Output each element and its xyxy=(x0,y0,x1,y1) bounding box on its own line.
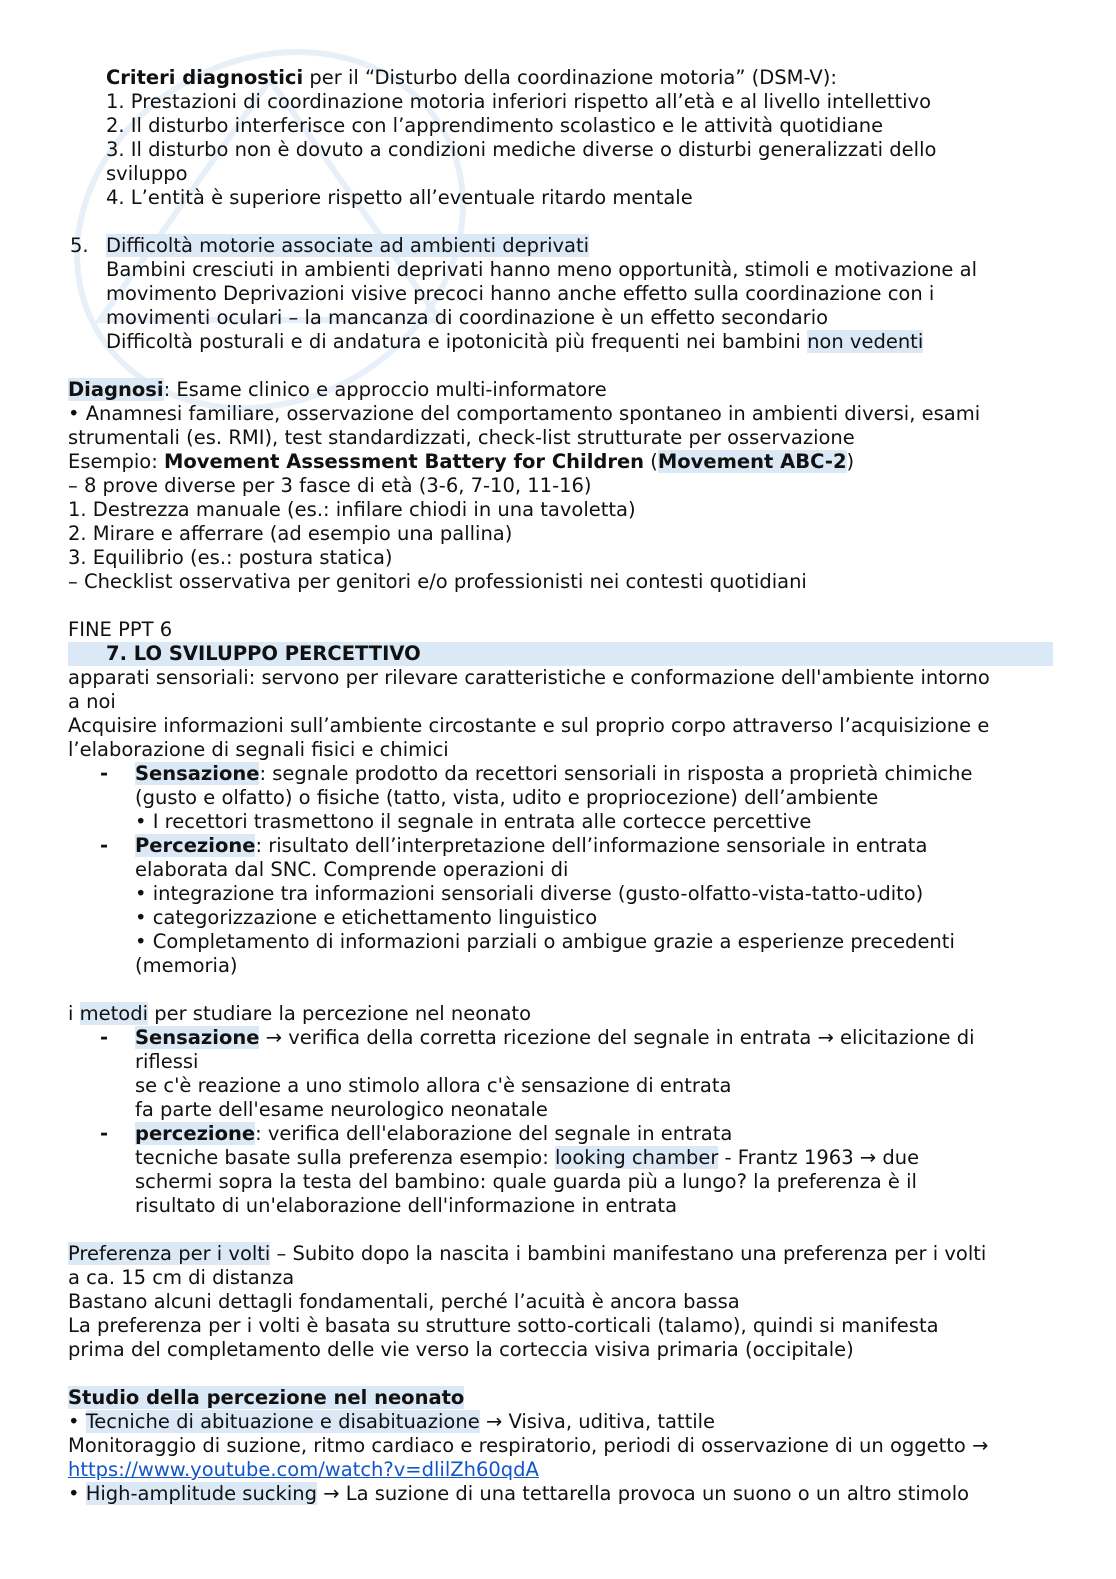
metodi-heading: i metodi per studiare la percezione nel neonato xyxy=(68,1002,532,1025)
sensazione-item: - Sensazione: segnale prodotto da recettori sensoriali in risposta a proprietà chimiche xyxy=(100,762,973,785)
document-page xyxy=(68,66,1053,1506)
percezione-line: • categorizzazione e etichettamento linguistico xyxy=(135,906,598,929)
criteri-item: sviluppo xyxy=(106,162,188,185)
section7-line: a noi xyxy=(68,690,116,713)
percezione-line: • Completamento di informazioni parziali o ambigue grazie a esperienze precedenti xyxy=(135,930,955,953)
metodi-line: riflessi xyxy=(135,1050,199,1073)
metodi-line: fa parte dell'esame neurologico neonatale xyxy=(135,1098,548,1121)
percezione-line: elaborata dal SNC. Comprende operazioni di xyxy=(135,858,569,881)
sensazione-line: • I recettori trasmettono il segnale in entrata alle cortecce percettive xyxy=(135,810,812,833)
point5-line: Bambini cresciuti in ambienti deprivati hanno meno opportunità, stimoli e motivazione al xyxy=(106,258,977,281)
percezione-item: - Percezione: risultato dell’interpretazione dell’informazione sensoriale in entrata xyxy=(100,834,928,857)
diagnosi-line: 2. Mirare e afferrare (ad esempio una pallina) xyxy=(68,522,513,545)
diagnosi-line: • Anamnesi familiare, osservazione del comportamento spontaneo in ambienti diversi, esami xyxy=(68,402,981,425)
metodi-line: tecniche basate sulla preferenza esempio: looking chamber - Frantz 1963 → due xyxy=(135,1146,920,1169)
point5-line: movimenti oculari – la mancanza di coordinazione è un effetto secondario xyxy=(106,306,829,329)
metodi-percezione: - percezione: verifica dell'elaborazione del segnale in entrata xyxy=(100,1122,733,1145)
metodi-sensazione: - Sensazione → verifica della corretta ricezione del segnale in entrata → elicitazione di xyxy=(100,1026,975,1049)
metodi-line: se c'è reazione a uno stimolo allora c'è sensazione di entrata xyxy=(135,1074,732,1097)
diagnosi-line: strumentali (es. RMI), test standardizzati, check-list strutturate per osservazione xyxy=(68,426,855,449)
metodi-line: schermi sopra la testa del bambino: quale guarda più a lungo? la preferenza è il xyxy=(135,1170,917,1193)
section7-line: Acquisire informazioni sull’ambiente circostante e sul proprio corpo attraverso l’acquisizione e xyxy=(68,714,990,737)
studio-line: • High-amplitude sucking → La suzione di una tettarella provoca un suono o un altro stimolo xyxy=(68,1482,970,1505)
criteri-item: 2. Il disturbo interferisce con l’apprendimento scolastico e le attività quotidiane xyxy=(106,114,884,137)
volti-line: La preferenza per i volti è basata su strutture sotto-corticali (talamo), quindi si manifesta xyxy=(68,1314,939,1337)
criteri-item: 1. Prestazioni di coordinazione motoria inferiori rispetto all’età e al livello intellettivo xyxy=(106,90,932,113)
percezione-line: • integrazione tra informazioni sensoriali diverse (gusto-olfatto-vista-tatto-udito) xyxy=(135,882,924,905)
diagnosi-heading: Diagnosi: Esame clinico e approccio multi-informatore xyxy=(68,378,607,401)
diagnosi-line: – 8 prove diverse per 3 fasce di età (3-6, 7-10, 11-16) xyxy=(68,474,592,497)
section7-line: apparati sensoriali: servono per rilevare caratteristiche e conformazione dell'ambiente intorno xyxy=(68,666,990,689)
studio-line: Monitoraggio di suzione, ritmo cardiaco e respiratorio, periodi di osservazione di un oggetto → xyxy=(68,1434,989,1457)
diagnosi-line: 1. Destrezza manuale (es.: infilare chiodi in una tavoletta) xyxy=(68,498,636,521)
studio-line: • Tecniche di abituazione e disabituazione → Visiva, uditiva, tattile xyxy=(68,1410,716,1433)
fine-ppt: FINE PPT 6 xyxy=(68,618,173,641)
section7-line: l’elaborazione di segnali fisici e chimici xyxy=(68,738,449,761)
diagnosi-line: – Checklist osservativa per genitori e/o professionisti nei contesti quotidiani xyxy=(68,570,807,593)
metodi-line: risultato di un'elaborazione dell'informazione in entrata xyxy=(135,1194,678,1217)
criteri-heading: Criteri diagnostici per il “Disturbo della coordinazione motoria” (DSM-V): xyxy=(106,66,837,89)
studio-link-row xyxy=(68,1458,1053,1482)
volti-line: prima del completamento delle vie verso la corteccia visiva primaria (occipitale) xyxy=(68,1338,854,1361)
volti-heading: Preferenza per i volti – Subito dopo la nascita i bambini manifestano una preferenza per i volti xyxy=(68,1242,987,1265)
point5-line: movimento Deprivazioni visive precoci hanno anche effetto sulla coordinazione con i xyxy=(106,282,935,305)
volti-line: a ca. 15 cm di distanza xyxy=(68,1266,295,1289)
diagnosi-example: Esempio: Movement Assessment Battery for Children (Movement ABC-2) xyxy=(68,450,855,473)
studio-heading: Studio della percezione nel neonato xyxy=(68,1386,465,1409)
volti-line: Bastano alcuni dettagli fondamentali, perché l’acuità è ancora bassa xyxy=(68,1290,740,1313)
criteri-item: 3. Il disturbo non è dovuto a condizioni mediche diverse o disturbi generalizzati dello xyxy=(106,138,937,161)
sensazione-line: (gusto e olfatto) o fisiche (tatto, vista, udito e propriocezione) dell’ambiente xyxy=(135,786,879,809)
criteri-item: 4. L’entità è superiore rispetto all’eventuale ritardo mentale xyxy=(106,186,693,209)
section-title: 7. LO SVILUPPO PERCETTIVO xyxy=(68,642,1053,666)
point5-line: Difficoltà posturali e di andatura e ipotonicità più frequenti nei bambini non vedenti xyxy=(106,330,924,353)
diagnosi-line: 3. Equilibrio (es.: postura statica) xyxy=(68,546,393,569)
youtube-link[interactable]: https://www.youtube.com/watch?v=dlilZh60qdA xyxy=(68,1458,539,1481)
point5-title: 5. Difficoltà motorie associate ad ambienti deprivati xyxy=(70,234,590,257)
percezione-line: (memoria) xyxy=(135,954,238,977)
